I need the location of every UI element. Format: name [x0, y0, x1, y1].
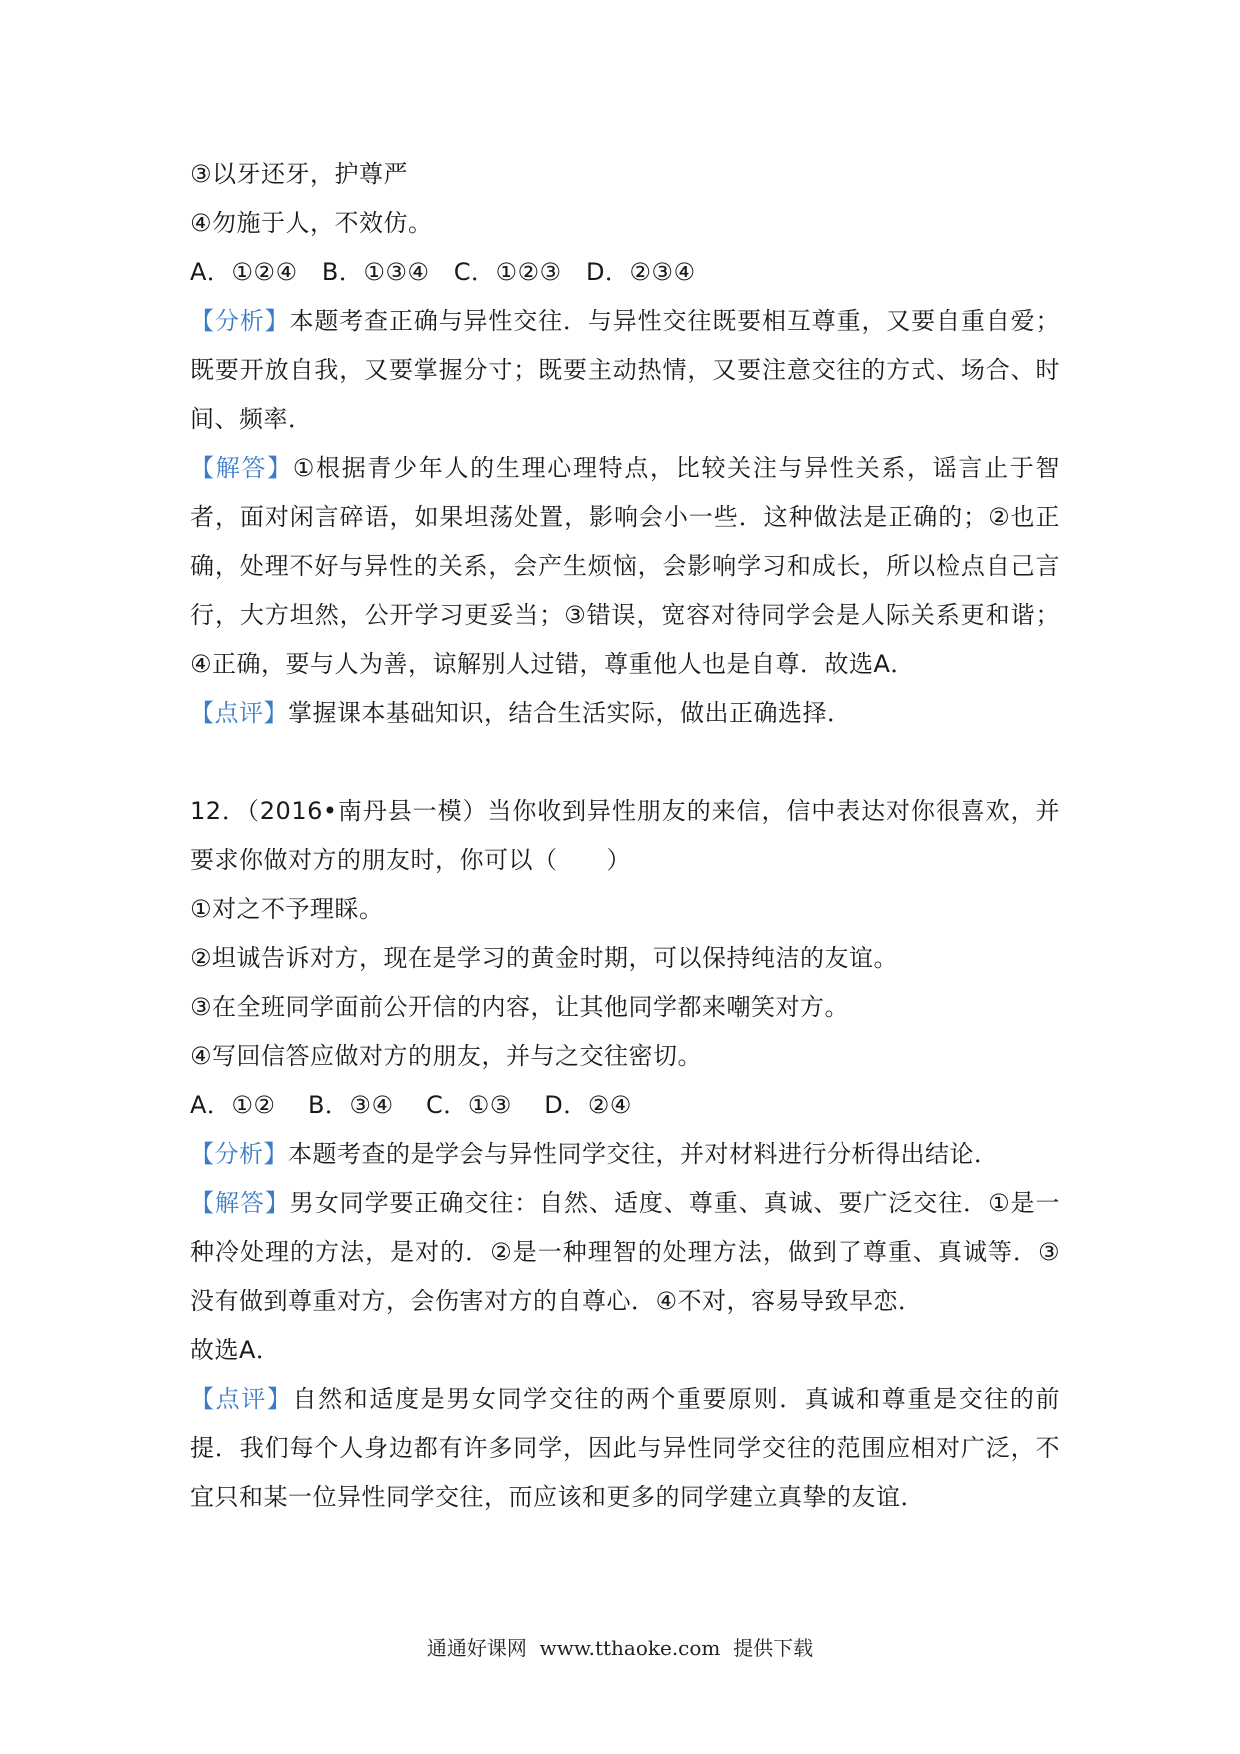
comment-label: 【点评】 — [190, 699, 288, 727]
q11-choices: A．①②④ B．①③④ C．①②③ D．②③④ — [190, 258, 696, 286]
q11-comment-text: 掌握课本基础知识，结合生活实际，做出正确选择． — [288, 699, 852, 727]
q11-comment — [190, 689, 1060, 738]
q11-answer — [190, 444, 1060, 689]
q12-option-3: ③在全班同学面前公开信的内容，让其他同学都来嘲笑对方。 — [190, 993, 850, 1021]
q12-answer-text: 男女同学要正确交往：自然、适度、尊重、真诚、要广泛交往．①是一种冷处理的方法，是对的．②是一种理智的处理方法，做到了尊重、真诚等．③没有做到尊重对方，会伤害对方的自尊心．④不对，容易导致早恋． — [190, 1189, 1061, 1315]
q12-analysis-text: 本题考查的是学会与异性同学交往，并对材料进行分析得出结论． — [288, 1140, 999, 1168]
q12-option-1: ①对之不予理睬。 — [190, 895, 384, 923]
q11-option-4: ④勿施于人，不效仿。 — [190, 209, 433, 237]
answer-label: 【解答】 — [190, 1189, 290, 1217]
q12-comment — [190, 1375, 1060, 1522]
q12-option-2: ②坦诚告诉对方，现在是学习的黄金时期，可以保持纯洁的友谊。 — [190, 944, 899, 972]
q11-option-3: ③以牙还牙，护尊严 — [190, 160, 409, 188]
q12-analysis — [190, 1130, 1060, 1179]
q12-answer-conclusion: 故选A． — [190, 1336, 281, 1364]
q12-stem: 12．（2016•南丹县一模）当你收到异性朋友的来信，信中表达对你很喜欢，并要求你做对方的朋友时，你可以（ ） — [190, 797, 1060, 874]
comment-label: 【点评】 — [190, 1385, 293, 1413]
page-footer: 通通好课网 www.tthaoke.com 提供下载 — [426, 1636, 814, 1660]
q12-choices: A．①② B．③④ C．①③ D．②④ — [190, 1091, 632, 1119]
q12-answer — [190, 1179, 1060, 1326]
analysis-label: 【分析】 — [190, 307, 290, 335]
q12-option-4: ④写回信答应做对方的朋友，并与之交往密切。 — [190, 1042, 703, 1070]
answer-label: 【解答】 — [190, 454, 293, 482]
q11-analysis-text: 本题考查正确与异性交往．与异性交往既要相互尊重，又要自重自爱；既要开放自我，又要掌握分寸；既要主动热情，又要注意交往的方式、场合、时间、频率． — [190, 307, 1061, 433]
q11-analysis — [190, 297, 1060, 444]
analysis-label: 【分析】 — [190, 1140, 288, 1168]
q12-comment-text: 自然和适度是男女同学交往的两个重要原则．真诚和尊重是交往的前提．我们每个人身边都有许多同学，因此与异性同学交往的范围应相对广泛，不宜只和某一位异性同学交往，而应该和更多的同学建立真挚的友谊． — [190, 1385, 1061, 1511]
q11-answer-text: ①根据青少年人的生理心理特点，比较关注与异性关系，谣言止于智者，面对闲言碎语，如果坦荡处置，影响会小一些．这种做法是正确的；②也正确，处理不好与异性的关系，会产生烦恼，会影响学习和成长，所以检点自己言行，大方坦然，公开学习更妥当；③错误，宽容对待同学会是人际关系更和谐；④正确，要与人为善，谅解别人过错，尊重他人也是自尊．故选A． — [190, 454, 1061, 678]
document-body — [190, 150, 1060, 1522]
spacer — [190, 738, 1060, 787]
